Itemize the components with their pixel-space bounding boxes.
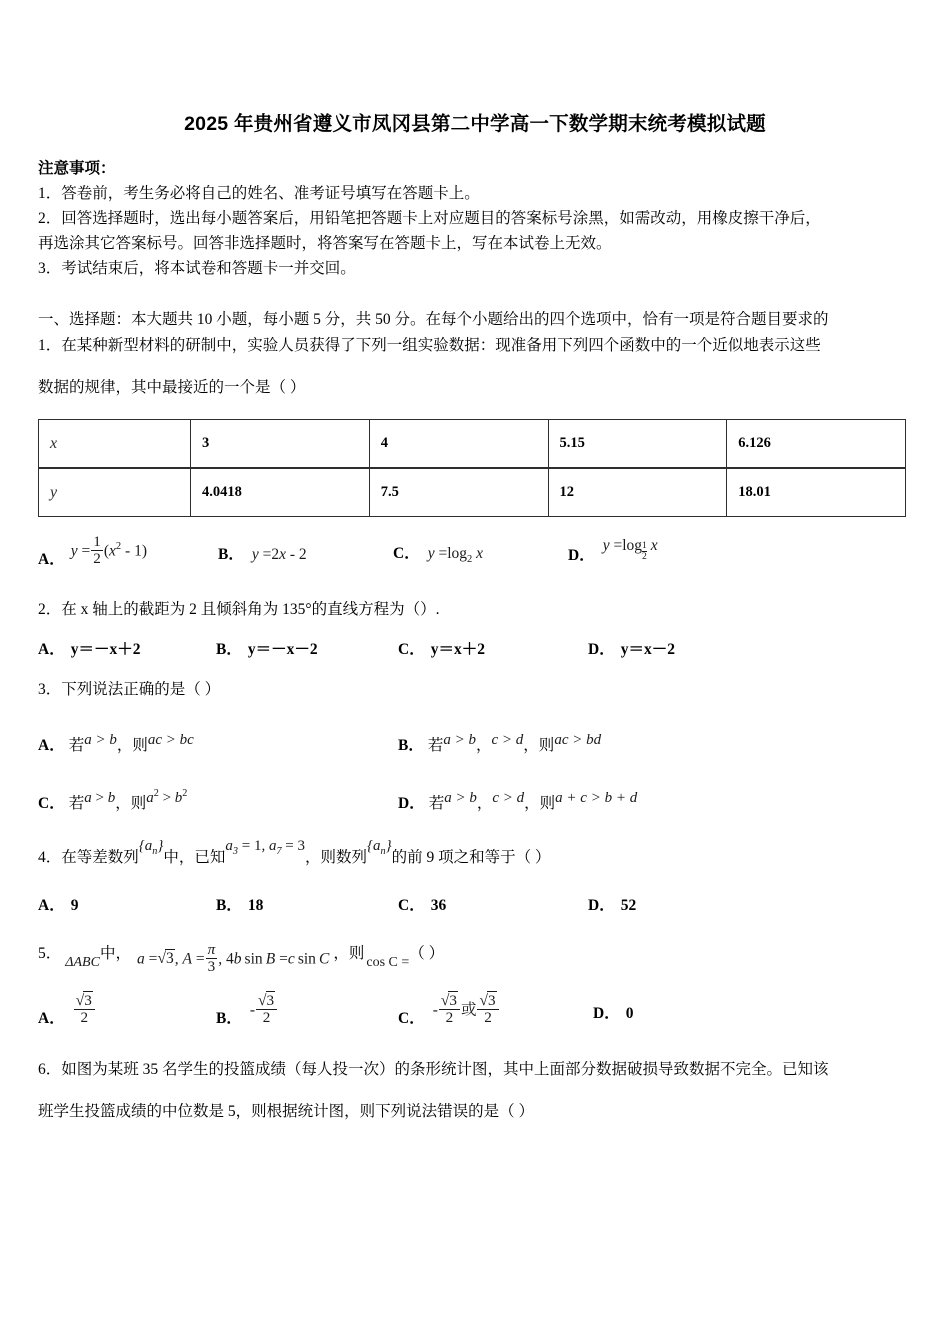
question-2-option-a[interactable] xyxy=(38,637,216,659)
question-6-number: 6． xyxy=(38,1061,62,1078)
question-3-number: 3． xyxy=(38,681,62,698)
option-c-huo: 或 xyxy=(460,1001,477,1019)
page-content xyxy=(38,0,912,1125)
table-cell-x-2: 4 xyxy=(369,420,548,469)
question-5-ze: ，则 xyxy=(333,945,365,962)
option-a-formula: $\frac{√3}{2}$ xyxy=(73,993,96,1026)
option-d-condition-1: a > b xyxy=(444,790,477,806)
option-b-comma-1: ， xyxy=(475,737,492,754)
question-6 xyxy=(38,1057,912,1125)
question-4-stem-part-4: 的前 9 项之和等于（ ） xyxy=(391,849,551,866)
notice-line-3: 再选涂其它答案标号。回答非选择题时，将答案写在答题卡上，写在本试卷上无效。 xyxy=(38,235,612,252)
option-a-ze: 则 xyxy=(132,737,148,754)
option-letter-b: B． xyxy=(218,546,244,563)
table-row xyxy=(39,468,906,517)
option-letter-a: A． xyxy=(38,551,65,569)
question-3-option-d[interactable] xyxy=(398,781,637,813)
notice-line-2: 2．回答选择题时，选出每小题答案后，用铅笔把答题卡上对应题目的答案标号涂黑，如需改动，用橡皮擦干净后， xyxy=(38,210,821,227)
option-b-formula: - $\frac{√3}{2}$ xyxy=(250,993,278,1026)
question-5-triangle: ΔABC xyxy=(65,955,100,970)
option-a-comma: ， xyxy=(116,737,133,754)
question-1-option-b[interactable] xyxy=(218,542,393,564)
option-c-condition: a > b xyxy=(84,790,116,806)
option-c-text: 36 xyxy=(430,897,447,914)
question-5-cos-expr: cos C = xyxy=(366,955,410,970)
question-3-options-row-1 xyxy=(38,723,912,755)
option-c-comma: ， xyxy=(115,795,131,812)
option-a-condition: a > b xyxy=(84,732,117,748)
option-d-comma-2: ， xyxy=(524,795,540,812)
notice-block xyxy=(38,156,912,281)
option-d-condition-2: c > d xyxy=(492,790,525,806)
option-a-ruo: 若 xyxy=(68,737,85,754)
notice-line-4: 3．考试结束后，将本试卷和答题卡一并交回。 xyxy=(38,260,356,277)
option-a-conclusion: ac > bc xyxy=(147,732,194,748)
table-cell-x-4: 6.126 xyxy=(727,420,906,469)
option-letter-b: B． xyxy=(398,737,424,754)
option-letter-a: A． xyxy=(38,1010,65,1028)
notice-heading: 注意事项： xyxy=(38,160,116,177)
question-4-sequence-notation-2: $\{a_n\}$ xyxy=(367,838,392,857)
option-letter-d: D． xyxy=(588,897,615,914)
option-b-text: y＝－x－2 xyxy=(247,641,318,658)
option-b-condition-1: a > b xyxy=(443,732,476,748)
option-d-conclusion: a + c > b + d xyxy=(555,790,638,806)
question-1-stem-text-1: 在某种新型材料的研制中，实验人员获得了下列一组实验数据：现准备用下列四个函数中的一个近似地表示这些 xyxy=(61,337,821,354)
question-4-stem-part-1: 在等差数列 xyxy=(61,849,139,866)
option-letter-b: B． xyxy=(216,1010,242,1028)
question-3-stem-text: 下列说法正确的是（ ） xyxy=(61,681,221,698)
section-heading-choice: 一、选择题：本大题共 10 小题，每小题 5 分，共 50 分。在每个小题给出的四个选项中，恰有一项是符合题目要求的 xyxy=(38,311,829,328)
question-3-option-c[interactable] xyxy=(38,781,398,813)
question-5-option-a[interactable] xyxy=(38,991,216,1029)
question-4 xyxy=(38,839,912,871)
option-letter-a: A． xyxy=(38,737,65,754)
question-5-number: 5． xyxy=(38,945,62,962)
option-a-text: y＝－x＋2 xyxy=(70,641,141,658)
question-4-option-b[interactable] xyxy=(216,893,398,915)
option-c-ze: 则 xyxy=(130,795,147,812)
question-2-number: 2． xyxy=(38,601,62,618)
notice-line-1: 1．答卷前，考生务必将自己的姓名、准考证号填写在答题卡上。 xyxy=(38,185,480,202)
option-letter-d: D． xyxy=(588,641,615,658)
option-b-formula: y =2x - 2 xyxy=(251,546,307,563)
question-4-given: $a_3 = 1$, $a_7 = 3$ xyxy=(225,838,306,857)
page-title: 2025 年贵州省遵义市凤冈县第二中学高一下数学期末统考模拟试题 xyxy=(184,113,766,135)
option-letter-c: C． xyxy=(398,1010,425,1028)
question-5-option-d[interactable] xyxy=(593,1001,633,1023)
table-cell-y-3: 12 xyxy=(548,468,727,517)
option-d-text: y＝x－2 xyxy=(620,641,675,658)
question-4-number: 4． xyxy=(38,849,62,866)
option-b-conclusion: ac > bd xyxy=(554,732,602,748)
question-4-options xyxy=(38,893,912,915)
table-cell-y-1: 4.0418 xyxy=(191,468,370,517)
option-b-comma-2: ， xyxy=(523,737,539,754)
option-letter-d: D． xyxy=(593,1005,620,1022)
table-row-label-x: x xyxy=(39,420,191,469)
option-d-ze: 则 xyxy=(539,795,556,812)
option-letter-a: A． xyxy=(38,641,65,658)
question-6-stem-line-1 xyxy=(38,1057,912,1083)
table-cell-x-1: 3 xyxy=(191,420,370,469)
question-1-option-a[interactable] xyxy=(38,532,218,569)
question-2-option-b[interactable] xyxy=(216,637,398,659)
question-3-stem xyxy=(38,677,912,703)
question-5-option-b[interactable] xyxy=(216,991,398,1029)
table-cell-x-3: 5.15 xyxy=(548,420,727,469)
question-1 xyxy=(38,333,912,401)
table-cell-y-4: 18.01 xyxy=(727,468,906,517)
question-6-stem-line-2: 班学生投篮成绩的中位数是 5，则根据统计图，则下列说法错误的是（ ） xyxy=(38,1103,535,1120)
option-b-ruo: 若 xyxy=(427,737,444,754)
question-3-option-a[interactable] xyxy=(38,723,398,755)
question-2-stem-text: 在 x 轴上的截距为 2 且倾斜角为 135°的直线方程为（）. xyxy=(61,601,440,618)
question-1-number: 1． xyxy=(38,337,62,354)
option-d-formula: y =log $\frac{1}{2}$ x xyxy=(602,536,658,562)
option-a-text: 9 xyxy=(70,897,79,914)
question-1-stem-line-1 xyxy=(38,333,912,359)
question-5-given: a =√3, A = $\frac{\pi}{3}$ , 4b sin B =c sin C xyxy=(136,940,330,975)
experiment-data-table xyxy=(38,419,906,517)
question-5-options xyxy=(38,991,912,1033)
option-letter-c: C． xyxy=(393,544,420,562)
question-5-paren: （ ） xyxy=(409,945,445,962)
option-letter-c: C． xyxy=(398,641,425,658)
question-3 xyxy=(38,677,912,703)
option-letter-c: C． xyxy=(38,795,65,812)
option-b-text: 18 xyxy=(247,897,264,914)
option-letter-d: D． xyxy=(398,795,425,812)
question-1-options xyxy=(38,531,912,575)
question-6-stem-text-1: 如图为某班 35 名学生的投篮成绩（每人投一次）的条形统计图，其中上面部分数据破损导致数据不完全。已知该 xyxy=(61,1061,829,1078)
option-letter-a: A． xyxy=(38,897,65,914)
question-1-stem-line-2: 数据的规律，其中最接近的一个是（ ） xyxy=(38,379,306,396)
question-4-option-a[interactable] xyxy=(38,893,216,915)
option-b-ze: 则 xyxy=(538,737,555,754)
option-c-text: y＝x＋2 xyxy=(430,641,485,658)
question-4-option-d[interactable] xyxy=(588,893,636,915)
option-letter-d: D． xyxy=(568,547,595,565)
question-2-options xyxy=(38,637,912,659)
option-d-text: 52 xyxy=(620,897,637,914)
question-5-option-c[interactable] xyxy=(398,991,593,1029)
option-c-conclusion: $a^2 > b^2$ xyxy=(146,788,188,806)
option-d-comma-1: ， xyxy=(476,795,493,812)
question-2-option-c[interactable] xyxy=(398,637,588,659)
question-2-option-d[interactable] xyxy=(588,637,675,659)
question-1-option-d[interactable] xyxy=(568,536,658,566)
question-3-options-row-2 xyxy=(38,781,912,813)
question-2-stem xyxy=(38,597,912,623)
option-c-formula: - $\frac{√3}{2}$ 或 $\frac{√3}{2}$ xyxy=(433,993,500,1026)
option-letter-b: B． xyxy=(216,897,242,914)
question-4-stem-part-2: 中，已知 xyxy=(163,849,226,866)
option-letter-b: B． xyxy=(216,641,242,658)
option-c-ruo: 若 xyxy=(68,795,85,812)
table-row xyxy=(39,420,906,469)
table-cell-y-2: 7.5 xyxy=(369,468,548,517)
option-b-condition-2: c > d xyxy=(491,732,524,748)
question-4-option-c[interactable] xyxy=(398,893,588,915)
option-a-formula: y = $\frac{1}{2}$ $(x^2 - 1)$ xyxy=(70,532,147,567)
question-5-zhong: 中， xyxy=(99,945,131,962)
question-4-sequence-notation: $\{a_n\}$ xyxy=(138,838,164,857)
question-4-stem-part-3: ，则数列 xyxy=(305,849,368,866)
option-letter-c: C． xyxy=(398,897,425,914)
option-d-text: 0 xyxy=(625,1005,634,1022)
question-3-option-b[interactable] xyxy=(398,723,601,755)
option-d-ruo: 若 xyxy=(428,795,445,812)
question-2 xyxy=(38,597,912,623)
question-5 xyxy=(38,941,912,975)
option-c-formula: $y =\log_2$ x xyxy=(427,544,484,566)
table-row-label-y: y xyxy=(39,468,191,517)
question-1-option-c[interactable] xyxy=(393,541,568,565)
